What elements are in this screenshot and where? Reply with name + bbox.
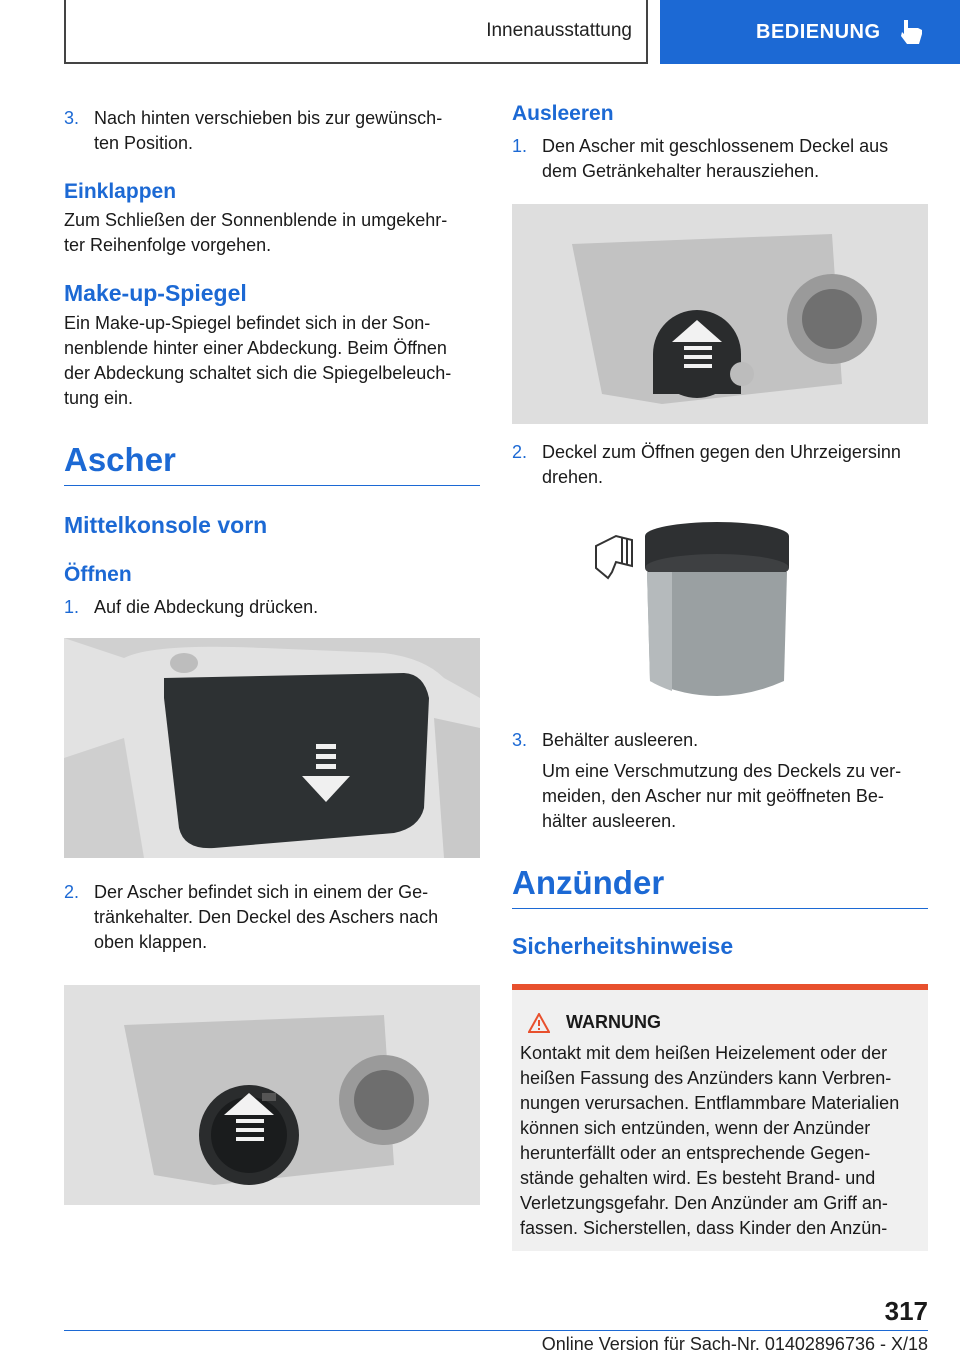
right-column (512, 100, 928, 1251)
makeup-spiegel-text (64, 311, 480, 411)
step-text-line: tränkehalter. Den Deckel des Aschers nach (94, 907, 439, 927)
text-line: tung ein. (64, 388, 134, 408)
warning-triangle-icon (528, 1013, 550, 1033)
step-number: 3. (512, 730, 528, 750)
rotate-lid-illustration (512, 516, 928, 706)
step-number: 1. (512, 136, 528, 156)
warning-line: Verletzungsgefahr. Den Anzünder am Griff an- (520, 1193, 888, 1213)
header-chapter-tab (660, 0, 960, 64)
step-text-line: drehen. (542, 467, 604, 487)
step-text-line: dem Getränkehalter herausziehen. (542, 161, 820, 181)
text-line: hälter ausleeren. (542, 811, 677, 831)
einklappen-heading: Einklappen (64, 180, 177, 203)
warning-text (520, 1041, 920, 1241)
warning-label: WARNUNG (566, 1012, 661, 1032)
step-number: 2. (512, 442, 528, 462)
warning-box (512, 984, 928, 1251)
ashtray-lid-illustration (512, 516, 928, 706)
footer-divider (64, 1330, 928, 1331)
left-column (64, 100, 480, 1205)
makeup-spiegel-heading: Make-up-Spiegel (64, 280, 247, 306)
hand-pointer-icon (901, 18, 923, 46)
step-text-line: oben klappen. (94, 932, 208, 952)
header-section-label: Innenausstattung (486, 20, 632, 41)
remove-ashtray-illustration (512, 204, 928, 424)
step-text: Auf die Abdeckung drücken. (94, 597, 319, 617)
text-line: der Abdeckung schaltet sich die Spiegelbeleuch- (64, 363, 452, 383)
oeffnen-heading: Öffnen (64, 563, 132, 586)
step-text-line: Den Ascher mit geschlossenem Deckel aus (542, 136, 889, 156)
step-number: 1. (64, 597, 80, 617)
oeffnen-step-1 (64, 595, 480, 620)
mittelkonsole-heading: Mittelkonsole vorn (64, 512, 268, 538)
text-line: nenblende hinter einer Abdeckung. Beim Öffnen (64, 338, 447, 358)
console-cover-illustration (64, 638, 480, 858)
einklappen-text (64, 208, 480, 258)
ausleeren-step-3 (512, 728, 928, 753)
oeffnen-step-2 (64, 880, 480, 955)
step-text-line: Deckel zum Öffnen gegen den Uhrzeigersinn (542, 442, 901, 462)
text-line: Zum Schließen der Sonnenblende in umgekehr- (64, 210, 448, 230)
step-text-line: Der Ascher befindet sich in einem der Ge- (94, 882, 429, 902)
page-number: 317 (884, 1296, 928, 1326)
cupholder-ashtray-photo (64, 985, 480, 1205)
remove-ashtray-photo (512, 204, 928, 424)
header-section-tab (64, 0, 648, 64)
ascher-heading: Ascher (64, 441, 480, 486)
text-line: meiden, den Ascher nur mit geöffneten Be- (542, 786, 884, 806)
warning-line: fassen. Sicherstellen, dass Kinder den Anzün- (520, 1218, 888, 1238)
warning-line: Kontakt mit dem heißen Heizelement oder der (520, 1043, 888, 1063)
text-line: ter Reihenfolge vorgehen. (64, 235, 272, 255)
warning-line: nungen verursachen. Entflammbare Materialien (520, 1093, 900, 1113)
anzuender-heading: Anzünder (512, 864, 928, 909)
step-number: 3. (64, 108, 80, 128)
step-number: 2. (64, 882, 80, 902)
step-text-line: Nach hinten verschieben bis zur gewünsch- (94, 108, 443, 128)
text-line: Ein Make-up-Spiegel befindet sich in der Son- (64, 313, 431, 333)
ausleeren-heading: Ausleeren (512, 102, 614, 125)
header-chapter-label: BEDIENUNG (756, 20, 881, 43)
text-line: Um eine Verschmutzung des Deckels zu ver- (542, 761, 902, 781)
ausleeren-note (512, 759, 928, 834)
sicherheitshinweise-heading: Sicherheitshinweise (512, 933, 734, 959)
warning-line: heißen Fassung des Anzünders kann Verbren- (520, 1068, 892, 1088)
ausleeren-step-2 (512, 440, 928, 490)
online-version-text: Online Version für Sach-Nr. 01402896736 - X/18 (541, 1334, 928, 1354)
warning-title (520, 1012, 920, 1033)
warning-line: stände gehalten wird. Es besteht Brand- und (520, 1168, 876, 1188)
warning-line: herunterfällt oder an entsprechende Gegen- (520, 1143, 871, 1163)
step-text: Behälter ausleeren. (542, 730, 699, 750)
console-cover-photo (64, 638, 480, 858)
ausleeren-step-1 (512, 134, 928, 184)
step-text-line: ten Position. (94, 133, 194, 153)
sonnenblende-step-3 (64, 106, 480, 156)
cupholder-ashtray-illustration (64, 985, 480, 1205)
warning-line: können sich entzünden, wenn der Anzünder (520, 1118, 871, 1138)
